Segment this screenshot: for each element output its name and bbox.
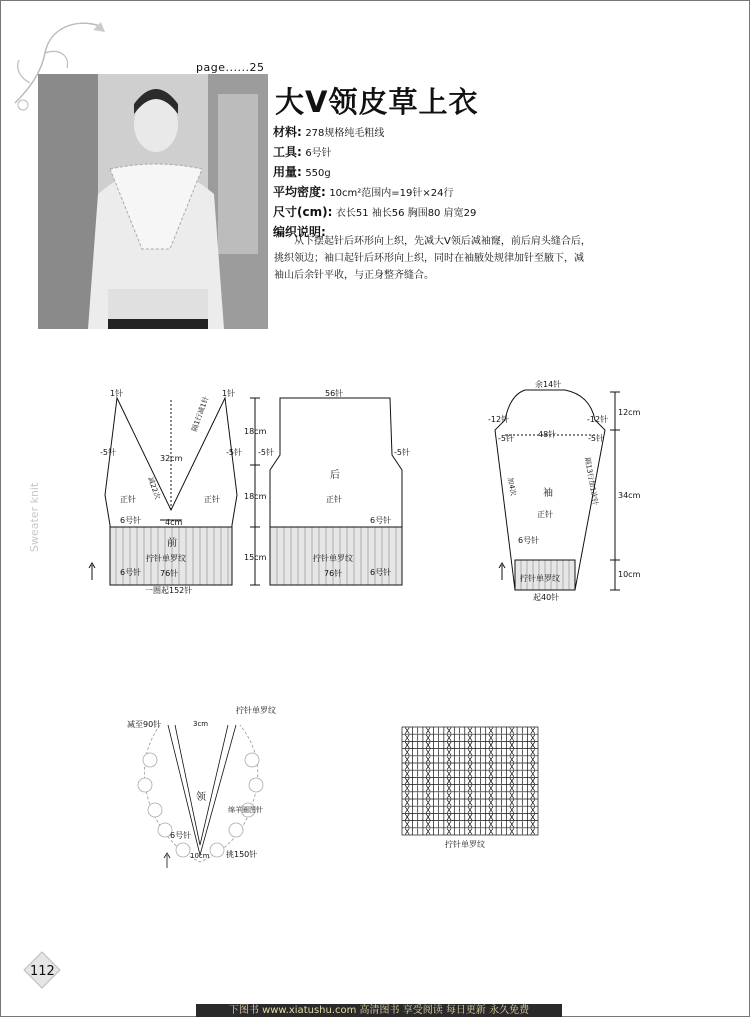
info-row: 平均密度: 10cm²范围内=19针×24行 — [273, 185, 454, 199]
twisted-knit-symbol — [510, 785, 514, 791]
twisted-knit-symbol — [426, 771, 430, 777]
collar-pickup: 挑150针 — [226, 850, 258, 859]
twisted-knit-symbol — [489, 735, 493, 741]
twisted-knit-symbol — [510, 735, 514, 741]
twisted-knit-symbol — [510, 764, 514, 770]
twisted-knit-symbol — [510, 778, 514, 784]
back-name: 后 — [330, 470, 340, 481]
twisted-knit-symbol — [468, 807, 472, 813]
sleeve-needle: 6号针 — [518, 536, 540, 545]
twisted-knit-symbol — [468, 814, 472, 820]
page-reference: page......25 — [196, 61, 265, 74]
front-dim-1: 18cm — [244, 427, 267, 436]
footer-banner: 下图书 www.xiatushu.com 高清图书 享受阅读 每日更新 永久免费 — [196, 1004, 562, 1017]
twisted-knit-symbol — [405, 800, 409, 806]
twisted-knit-symbol — [447, 821, 451, 827]
knitting-instructions: 从下摆起针后环形向上织，先减大V领后减袖窿，前后肩头缝合后， 挑织领边；袖口起针后环形向上织，同时在袖腋处规律加针至腋下，减 袖山后余针平收，与正身整齐缝合。 — [274, 236, 591, 281]
front-neck-bottom: 4cm — [165, 518, 183, 527]
twisted-knit-symbol — [426, 742, 430, 748]
twisted-knit-symbol — [468, 828, 472, 834]
twisted-knit-symbol — [468, 792, 472, 798]
sleeve-cap-left: -12针 — [488, 415, 510, 424]
twisted-knit-symbol — [531, 756, 535, 762]
twisted-knit-symbol — [489, 821, 493, 827]
back-needle-bottom: 6号针 — [370, 568, 392, 577]
sleeve-cast-on: 起40针 — [533, 593, 560, 602]
twisted-knit-symbol — [447, 785, 451, 791]
front-needle: 6号针 — [120, 516, 142, 525]
front-neck-depth: 32cm — [160, 454, 183, 463]
twisted-knit-symbol — [510, 814, 514, 820]
collar-needle: 6号针 — [170, 831, 192, 840]
back-stitch: 正针 — [326, 495, 342, 504]
twisted-knit-symbol — [405, 792, 409, 798]
twisted-knit-symbol — [489, 800, 493, 806]
twisted-knit-symbol — [426, 792, 430, 798]
twisted-knit-symbol — [468, 749, 472, 755]
twisted-knit-symbol — [405, 828, 409, 834]
front-right-dec: 隔1行减1针 — [190, 395, 211, 433]
twisted-knit-symbol — [447, 807, 451, 813]
twisted-knit-symbol — [468, 742, 472, 748]
twisted-knit-symbol — [447, 778, 451, 784]
front-shoulder-left: 1针 — [110, 389, 124, 398]
twisted-knit-symbol — [405, 756, 409, 762]
twisted-knit-symbol — [405, 735, 409, 741]
twisted-knit-symbol — [426, 800, 430, 806]
twisted-knit-symbol — [405, 749, 409, 755]
twisted-knit-symbol — [489, 814, 493, 820]
twisted-knit-symbol — [531, 749, 535, 755]
back-dec-right: -5针 — [394, 448, 410, 457]
twisted-knit-symbol — [510, 800, 514, 806]
twisted-knit-symbol — [531, 828, 535, 834]
twisted-knit-symbol — [426, 807, 430, 813]
twisted-knit-symbol — [531, 728, 535, 734]
front-stitch-left: 正针 — [120, 495, 136, 504]
twisted-knit-symbol — [447, 764, 451, 770]
twisted-knit-symbol — [510, 728, 514, 734]
sleeve-dim-1: 12cm — [618, 408, 641, 417]
sleeve-dim-2: 34cm — [618, 491, 641, 500]
pattern-title: 大V领皮草上衣 — [275, 85, 479, 119]
twisted-knit-symbol — [489, 764, 493, 770]
sleeve-stitch: 正针 — [537, 510, 553, 519]
page-number: 112 — [30, 964, 55, 979]
twisted-knit-symbol — [447, 756, 451, 762]
twisted-knit-symbol — [447, 771, 451, 777]
twisted-knit-symbol — [468, 728, 472, 734]
twisted-knit-symbol — [468, 821, 472, 827]
twisted-knit-symbol — [510, 771, 514, 777]
twisted-knit-symbol — [531, 735, 535, 741]
back-rib: 拧针单罗纹 — [313, 554, 353, 563]
twisted-knit-symbol — [489, 792, 493, 798]
twisted-knit-symbol — [468, 764, 472, 770]
back-rib-count: 76针 — [324, 569, 343, 578]
twisted-knit-symbol — [447, 735, 451, 741]
info-row: 用量: 550g — [273, 165, 331, 179]
front-dec-left: -5针 — [100, 448, 116, 457]
collar-rib: 拧针单罗纹 — [236, 706, 276, 715]
twisted-knit-symbol — [405, 778, 409, 784]
twisted-knit-symbol — [510, 792, 514, 798]
front-dec-right: -5针 — [226, 448, 242, 457]
twisted-knit-symbol — [489, 828, 493, 834]
twisted-knit-symbol — [489, 742, 493, 748]
twisted-knit-symbol — [426, 764, 430, 770]
sleeve-width: 48针 — [538, 430, 557, 439]
twisted-knit-symbol — [426, 728, 430, 734]
sleeve-dec-left: -5针 — [498, 434, 514, 443]
twisted-knit-symbol — [489, 778, 493, 784]
twisted-knit-symbol — [489, 756, 493, 762]
collar-dec-to: 减至90针 — [127, 720, 162, 729]
twisted-knit-symbol — [468, 778, 472, 784]
twisted-knit-symbol — [468, 771, 472, 777]
twisted-knit-symbol — [405, 821, 409, 827]
collar-top: 3cm — [193, 720, 209, 728]
twisted-knit-symbol — [426, 785, 430, 791]
twisted-knit-symbol — [405, 814, 409, 820]
sleeve-inc-left: 加4次 — [506, 476, 518, 497]
twisted-knit-symbol — [468, 756, 472, 762]
twisted-knit-symbol — [447, 749, 451, 755]
twisted-knit-symbol — [447, 814, 451, 820]
desc-heading: 编织说明: — [273, 225, 326, 239]
twisted-knit-symbol — [468, 800, 472, 806]
collar-fur: 绵羊圈图针 — [228, 806, 263, 814]
twisted-knit-symbol — [531, 785, 535, 791]
twisted-knit-symbol — [531, 792, 535, 798]
twisted-knit-symbol — [426, 778, 430, 784]
twisted-knit-symbol — [489, 749, 493, 755]
collar-bottom: 10cm — [190, 852, 210, 860]
front-rib: 拧针单罗纹 — [146, 554, 186, 563]
sleeve-name: 袖 — [543, 488, 553, 499]
twisted-knit-symbol — [531, 778, 535, 784]
twisted-knit-symbol — [447, 792, 451, 798]
twisted-knit-symbol — [510, 807, 514, 813]
twisted-knit-symbol — [447, 828, 451, 834]
twisted-knit-symbol — [489, 785, 493, 791]
twisted-knit-symbol — [531, 800, 535, 806]
twisted-knit-symbol — [510, 821, 514, 827]
info-row: 尺寸(cm): 衣长51 袖长56 胸围80 肩宽29 — [273, 205, 477, 219]
twisted-knit-symbol — [468, 735, 472, 741]
twisted-knit-symbol — [510, 742, 514, 748]
twisted-knit-symbol — [426, 814, 430, 820]
sleeve-rib: 拧针单罗纹 — [520, 574, 560, 583]
front-rib-count: 76针 — [160, 569, 179, 578]
twisted-knit-symbol — [447, 728, 451, 734]
twisted-knit-symbol — [489, 771, 493, 777]
twisted-knit-symbol — [489, 807, 493, 813]
twisted-knit-symbol — [531, 742, 535, 748]
sleeve-inc-right: 隔13行加1次针 — [583, 456, 600, 506]
twisted-knit-symbol — [531, 764, 535, 770]
back-dec-left: -5针 — [258, 448, 274, 457]
twisted-knit-symbol — [405, 771, 409, 777]
front-left-dec: 减22次 — [146, 475, 162, 501]
twisted-knit-symbol — [531, 814, 535, 820]
twisted-knit-symbol — [405, 807, 409, 813]
twisted-knit-symbol — [510, 749, 514, 755]
twisted-knit-symbol — [510, 756, 514, 762]
twisted-knit-symbol — [531, 821, 535, 827]
sleeve-dec-right: -5针 — [588, 434, 604, 443]
info-row: 材料: 278规格纯毛粗线 — [273, 125, 385, 139]
collar-name: 领 — [196, 792, 206, 803]
twisted-knit-symbol — [405, 742, 409, 748]
twisted-knit-symbol — [447, 800, 451, 806]
back-needle: 6号针 — [370, 516, 392, 525]
front-dim-3: 15cm — [244, 553, 267, 562]
twisted-knit-symbol — [426, 828, 430, 834]
twisted-knit-symbol — [405, 785, 409, 791]
twisted-knit-symbol — [468, 785, 472, 791]
twisted-knit-symbol — [510, 828, 514, 834]
twisted-knit-symbol — [531, 807, 535, 813]
side-caption: Sweater knit — [28, 482, 41, 552]
front-stitch-right: 正针 — [204, 495, 220, 504]
sleeve-dim-3: 10cm — [618, 570, 641, 579]
sleeve-cap-right: -12针 — [587, 415, 609, 424]
front-name: 前 — [167, 538, 177, 549]
twisted-knit-symbol — [447, 742, 451, 748]
front-shoulder-right: 1针 — [222, 389, 236, 398]
front-needle-bottom: 6号针 — [120, 568, 142, 577]
back-top: 56针 — [325, 389, 344, 398]
twisted-knit-symbol — [531, 771, 535, 777]
twisted-knit-symbol — [489, 728, 493, 734]
rib-chart-label: 拧针单罗纹 — [445, 840, 485, 849]
sleeve-top: 余14针 — [535, 380, 562, 389]
twisted-knit-symbol — [426, 821, 430, 827]
twisted-knit-symbol — [426, 749, 430, 755]
twisted-knit-symbol — [426, 756, 430, 762]
twisted-knit-symbol — [405, 764, 409, 770]
twisted-knit-symbol — [405, 728, 409, 734]
rib-chart — [402, 727, 538, 835]
info-row: 工具: 6号针 — [273, 145, 332, 159]
twisted-knit-symbol — [426, 735, 430, 741]
front-cast-on: 一圈起152针 — [145, 586, 193, 595]
front-dim-2: 18cm — [244, 492, 267, 501]
